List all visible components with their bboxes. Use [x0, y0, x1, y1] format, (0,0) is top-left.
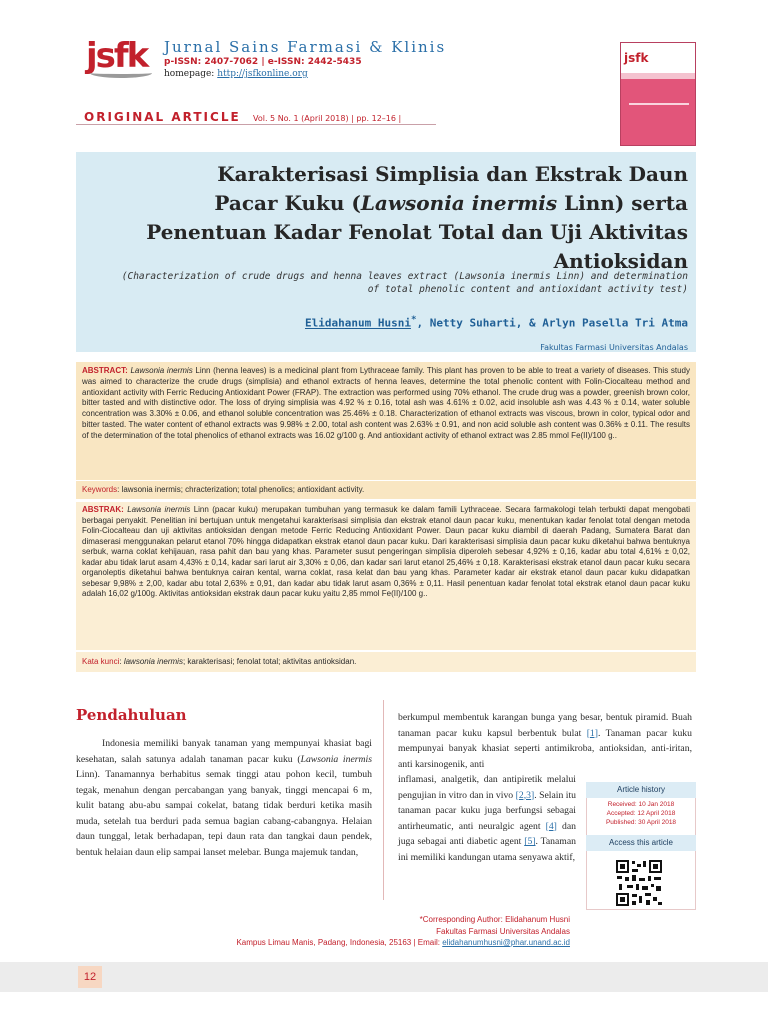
kata-kunci-label: Kata kunci — [82, 657, 120, 666]
title-species: Lawsonia inermis — [360, 191, 558, 215]
published-date: Published: 30 April 2018 — [605, 819, 677, 826]
corresponding-mark: * — [410, 314, 417, 325]
reference-link-1[interactable]: [1] — [586, 727, 598, 739]
corresponding-label: *Corresponding Author: — [419, 915, 503, 924]
journal-name: Jurnal Sains Farmasi & Klinis — [164, 38, 447, 56]
title-line-1: Karakterisasi Simplisia dan Ekstrak Daun — [217, 162, 688, 186]
homepage-label: homepage: — [164, 69, 215, 79]
article-type-underline — [76, 124, 436, 125]
corresponding-address-line — [160, 937, 570, 949]
received-date: Received: 10 Jan 2018 — [607, 801, 675, 808]
accepted-date: Accepted: 12 April 2018 — [606, 810, 676, 817]
title-line-2-post: Linn) serta — [557, 191, 688, 215]
issn-line: p-ISSN: 2407-7062 | e-ISSN: 2442-5435 — [164, 57, 362, 67]
co-authors: , Netty Suharti, & Arlyn Pasella Tri Atma — [416, 316, 688, 330]
access-article-title: Access this article — [586, 835, 696, 851]
qr-finder-tr-dot — [653, 864, 658, 869]
right-text-b: . Tanaman pacar kuku mempunyai banyak khasiat seperti antimikroba, antioksidan, anti-iritan, anti karsinogenik, anti — [398, 727, 692, 770]
footer-bar — [0, 962, 768, 992]
article-title — [92, 160, 688, 276]
reference-link-4[interactable]: [4] — [545, 820, 557, 832]
qr-module — [632, 894, 637, 897]
qr-module — [627, 885, 633, 888]
article-dates — [586, 800, 696, 827]
affiliation: Fakultas Farmasi Universitas Andalas — [540, 343, 688, 352]
qr-finder-tl-dot — [620, 864, 625, 869]
homepage-link[interactable]: http://jsfkonline.org — [217, 69, 308, 79]
keywords-english — [82, 485, 690, 494]
keywords-indonesian: Kata kunci: lawsonia inermis; karakterisasi; fenolat total; aktivitas antioksidan. — [82, 657, 357, 666]
qr-module — [642, 886, 648, 890]
abstract-indonesian — [82, 505, 690, 600]
qr-finder-bl-dot — [620, 897, 625, 902]
qr-module — [639, 896, 642, 903]
qr-module — [625, 877, 629, 881]
keywords-label: Keywords — [82, 485, 118, 494]
right-low-text-d: . Tanaman ini memiliki kandungan utama senyawa aktif, — [398, 836, 576, 863]
kata-kunci-list: ; karakterisasi; fenolat total; aktivitas antioksidan. — [182, 657, 357, 666]
kata-kunci-species: lawsonia inermis — [123, 657, 183, 666]
abstract-body: Linn (henna leaves) is a medicinal plant from Lythraceae family. This plant has proven to be able to treat a variety of diseases. This study was aimed to characterize the crude drugs (simplisia) and ethanol extracts of henna leaves, determine the total phenolic content with Folin-Ciocalteau method and antioxidant activity with Ferric Reducing Antioxidant Power (FRAP). The extraction was performed using 70% ethanol. The crude drug was a powder, greenish brown color, bitter tasted and with distinctive odor. The loss of drying simplisia was 4.92 % ± 0.16, total ash was 4.61% ± 0.02, acid insoluble ash was 4.43 % ± 0.14, water soluble concentration was 3.30% ± 0.06, and ethanol soluble concentration was 25.46% ± 0.18. Characterization of ethanol extracts was viscous, brown in color, typical odor and bitter tasted. The water content of ethanol extracts was 9.98% ± 2.00, total ash content was 2.63% ± 0.91, and non acid soluble ash content was 0.36% ± 0.11. The results of the determination of the total phenolics of ethanol extracts was 16.02 g/100 g. And antioxidant activity of ethanol extract was 2.85 mmol Fe(II)/100 g.. — [82, 366, 690, 440]
right-text-a: berkumpul membentuk karangan bunga yang besar, bentuk piramid. Buah tanaman pacar kuku kapsul berbentuk bulat — [398, 712, 692, 739]
qr-module — [643, 861, 646, 867]
abstrak-label: ABSTRAK: — [82, 505, 124, 514]
qr-code-icon[interactable] — [601, 859, 679, 907]
intro-text-b: Linn). Tanamannya berhabitus semak tinggi atau pohon kecil, tumbuh tegak, menahun dengan percabangan yang banyak, tinggi mencapai 6 m, kulit batang abu-abu sampai cokelat, batang tidak berduri ketika masih muda, setelah tua berduri pada semua bagian cabang-cabangnya. Helaian daun tunggal, letak berhadapan, tepi daun rata dan tangkai daun pendek, bentuk helaian daun elip sampai lanset melebar. Bunga majemuk tandan, — [76, 769, 372, 858]
qr-module — [632, 901, 636, 905]
corresponding-name: Elidahanum Husni — [505, 915, 570, 924]
title-line-3: Penentuan Kadar Fenolat Total dan Uji Aktivitas — [146, 220, 688, 244]
qr-module — [658, 902, 662, 905]
qr-module — [656, 886, 661, 891]
qr-module — [632, 869, 638, 872]
qr-module — [636, 884, 639, 890]
qr-module — [646, 900, 650, 905]
journal-cover-thumbnail — [620, 42, 696, 146]
homepage-line — [164, 69, 308, 79]
keywords-list: : lawsonia inermis; chracterization; total phenolics; antioxidant activity. — [117, 485, 365, 494]
qr-module — [648, 876, 651, 881]
abstrak-body: Linn (pacar kuku) merupakan tumbuhan yang termasuk ke dalam famili Lythraceae. Secara farmakologi telah terbukti dapat mengobati berbagai penyakit. Penelitian ini bertujuan untuk mengetahui karakterisasi simplisia dan ekstrak etanol daun pacar kuku, menentukan kadar fenolat total dengan metoda Folin-Ciocalteau dan uji aktivitas antioksidan dengan metode Ferric Reducing Antioxidant Power. Daun pacar kuku diambil di daerah Padang, Sumatera Barat dan dimaserasi menggunakan pelarut etanol 70% hingga didapatkan ekstrak etanol daun pacar kuku. Dari karakterisasi simplisia daun pacar kuku diketahui bahwa bentuknya serbuk, warna coklat kehijauan, rasa pahit dan bau yang khas. Parameter susut pengeringan simplisia diperoleh sebesar 4,92% ± 0,16, kadar abu total 4,61% ± 0,02, kadar abu tidak larut asam 4,43% ± 0,14, kadar sari larut air 3,30% ± 0,06, dan kadar sari larut etanol 25,46% ± 0,18. Karakterisasi ekstrak etanol daun pacar kuku secara organoleptis diketahui bahwa bentuknya cairan kental, warna coklat, rasa kelat dan bau yang khas. Parameter kadar air ekstrak etanol daun pacar kuku didapatkan sebesar 9,98% ± 2,00, kadar abu total 2,63% ± 0,91, dan kadar abu tidak larut asam 0,36% ± 0,11. Hasil penentuan kadar fenolat total ekstrak etanol daun pacar kuku adalah 16,02 g/100g. Aktivitas antioksidan ekstrak daun pacar kuku yaitu 2,85 mmol Fe(II)/100 g.. — [82, 505, 691, 598]
column-divider — [383, 700, 384, 900]
corresponding-author[interactable]: Elidahanum Husni — [304, 316, 411, 330]
abstrak-species: Lawsonia inermis — [127, 505, 191, 514]
correspondence-block — [160, 914, 570, 949]
reference-link-2-3[interactable]: [2,3] — [515, 789, 535, 801]
journal-logo — [86, 34, 158, 80]
cover-band — [621, 73, 696, 79]
qr-module — [637, 864, 641, 867]
corresponding-faculty: Fakultas Farmasi Universitas Andalas — [436, 926, 570, 936]
page-number: 12 — [78, 966, 102, 988]
right-low-text-c: dan juga sebagai anti diabetic agent — [398, 820, 576, 847]
intro-paragraph — [76, 736, 372, 860]
volume-info: Vol. 5 No. 1 (April 2018) | pp. 12–16 | — [253, 114, 402, 123]
logo-text: jsfk — [86, 36, 148, 76]
body-left-column — [76, 736, 372, 860]
body-right-column-narrow — [398, 772, 576, 865]
cover-logo: jsfk — [624, 51, 649, 65]
reference-link-5[interactable]: [5] — [524, 836, 536, 847]
cover-stripe — [629, 103, 689, 105]
title-line-2-pre: Pacar Kuku ( — [214, 191, 361, 215]
author-list — [120, 314, 688, 330]
title-line-4: Antioksidan — [553, 249, 688, 273]
qr-module — [639, 878, 645, 881]
intro-text-a: Indonesia memiliki banyak tanaman yang mempunyai khasiat bagi kesehatan, salah satunya adalah tanaman pacar kuku ( — [76, 738, 372, 765]
abstract-english — [82, 366, 690, 442]
qr-module — [632, 875, 636, 881]
qr-module — [653, 897, 657, 901]
abstract-label: ABSTRACT: — [82, 366, 128, 375]
article-type: ORIGINAL ARTICLE — [84, 110, 241, 124]
qr-module — [654, 877, 661, 880]
section-title: Pendahuluan — [76, 706, 187, 724]
corresponding-email-link[interactable]: elidahanumhusni@phar.unand.ac.id — [442, 938, 570, 947]
right-low-text-b: . Selain itu tanaman pacar kuku juga berfungsi sebagai antirheumatic, anti neuralgic agent — [398, 789, 576, 832]
qr-module — [617, 876, 622, 879]
article-history-title: Article history — [586, 782, 696, 798]
body-right-column-top — [398, 710, 692, 772]
qr-module — [632, 861, 635, 864]
corresponding-address: Kampus Limau Manis, Padang, Indonesia, 25163 | Email: — [236, 938, 443, 947]
right-low-text-a: inflamasi, analgetik, dan antipiretik melalui pengujian in vitro dan in vivo — [398, 774, 576, 801]
qr-module — [645, 893, 651, 896]
logo-swoosh — [90, 68, 152, 78]
corresponding-line — [160, 914, 570, 926]
abstract-species: Lawsonia inermis — [130, 366, 193, 375]
qr-module — [651, 884, 654, 887]
english-subtitle: (Characterization of crude drugs and henna leaves extract (Lawsonia inermis Linn) and determination of total phenolic content and antioxidant activity test) — [121, 271, 688, 295]
intro-species: Lawsonia inermis — [300, 753, 372, 765]
qr-module — [619, 884, 622, 890]
